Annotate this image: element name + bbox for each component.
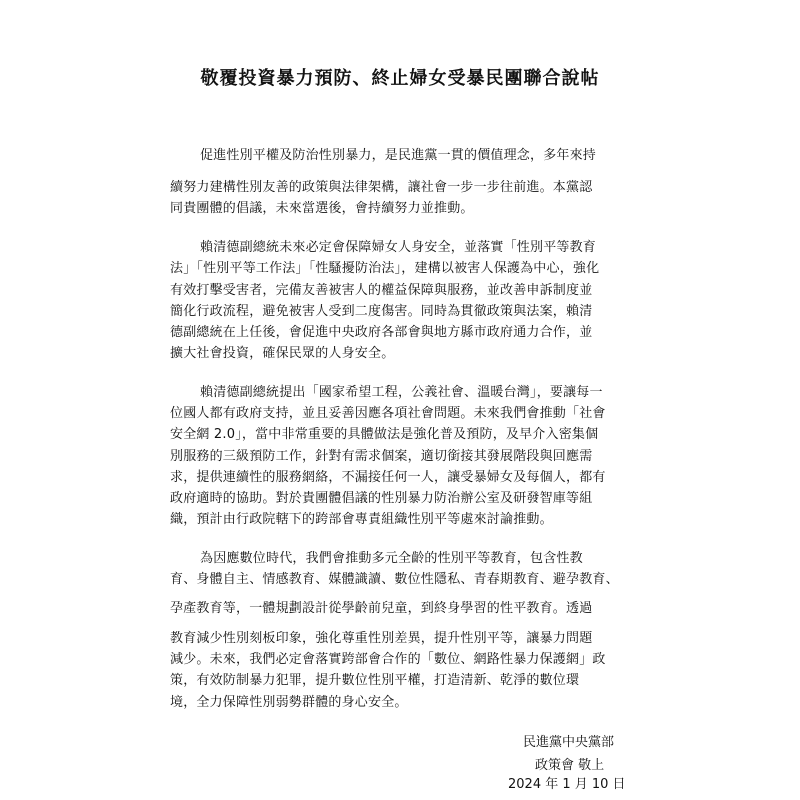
paragraph-3-line-1: 賴清德副總統提出「國家希望工程，公義社會、溫暖台灣」，要讓每一 — [200, 385, 603, 400]
signature-department: 政策會 敬上 — [535, 758, 605, 773]
paragraph-1-line-2: 續努力建構性別友善的政策與法律架構，讓社會一步一步往前進。本黨認 — [170, 180, 593, 195]
paragraph-2-line-5: 德副總統在上任後，會促進中央政府各部會與地方縣市政府通力合作，並 — [170, 325, 593, 340]
paragraph-2-line-4: 簡化行政流程，避免被害人受到二度傷害。同時為貫徹政策與法案，賴清 — [170, 304, 593, 319]
paragraph-4-line-7: 境，全力保障性別弱勢群體的身心安全。 — [170, 695, 408, 710]
paragraph-3-line-2: 位國人都有政府支持，並且妥善因應各項社會問題。未來我們會推動「社會 — [170, 406, 606, 421]
paragraph-2-line-6: 擴大社會投資，確保民眾的人身安全。 — [170, 346, 395, 361]
document-title: 敬覆投資暴力預防、終止婦女受暴民團聯合說帖 — [200, 68, 600, 89]
paragraph-4-line-3: 孕產教育等，一體規劃設計從學齡前兒童，到終身學習的性平教育。透過 — [170, 601, 593, 616]
paragraph-3-line-4: 別服務的三級預防工作，針對有需求個案，適切銜接其發展階段與回應需 — [170, 449, 593, 464]
paragraph-4-line-4: 教育減少性別刻板印象，強化尊重性別差異，提升性別平等，讓暴力問題 — [170, 631, 593, 646]
paragraph-4-line-5: 減少。未來，我們必定會落實跨部會合作的「數位、網路性暴力保護網」政 — [170, 652, 606, 667]
paragraph-4-line-2: 育、身體自主、情感教育、媒體識讀、數位性隱私、青春期教育、避孕教育、 — [170, 572, 619, 587]
paragraph-2-line-3: 有效打擊受害者，完備友善被害人的權益保障與服務，並改善申訴制度並 — [170, 283, 593, 298]
paragraph-2-line-1: 賴清德副總統未來必定會保障婦女人身安全，並落實「性別平等教育 — [200, 240, 597, 255]
signature-date: 2024 年 1 月 10 日 — [508, 777, 626, 792]
paragraph-4-line-6: 策，有效防制暴力犯罪，提升數位性別平權，打造清新、乾淨的數位環 — [170, 673, 580, 688]
paragraph-4-line-1: 為因應數位時代，我們會推動多元全齡的性別平等教育，包含性教 — [200, 551, 583, 566]
paragraph-3-line-5: 求，提供連續性的服務網絡，不漏接任何一人，讓受暴婦女及每個人，都有 — [170, 470, 606, 485]
signature-organization: 民進黨中央黨部 — [523, 735, 615, 750]
paragraph-1-line-1: 促進性別平權及防治性別暴力，是民進黨一貫的價值理念，多年來持 — [200, 148, 597, 163]
paragraph-3-line-6: 政府適時的協助。對於貴團體倡議的性別暴力防治辦公室及研發智庫等組 — [170, 491, 593, 506]
paragraph-3-line-3: 安全網 2.0」，當中非常重要的具體做法是強化普及預防，及早介入密集個 — [170, 427, 599, 442]
paragraph-2-line-2: 法」「性別平等工作法」「性騷擾防治法」，建構以被害人保護為中心，強化 — [170, 261, 600, 276]
paragraph-3-line-7: 織，預計由行政院轄下的跨部會專責組織性別平等處來討論推動。 — [170, 512, 553, 527]
paragraph-1-line-3: 同貴團體的倡議，未來當選後，會持續努力並推動。 — [170, 201, 474, 216]
